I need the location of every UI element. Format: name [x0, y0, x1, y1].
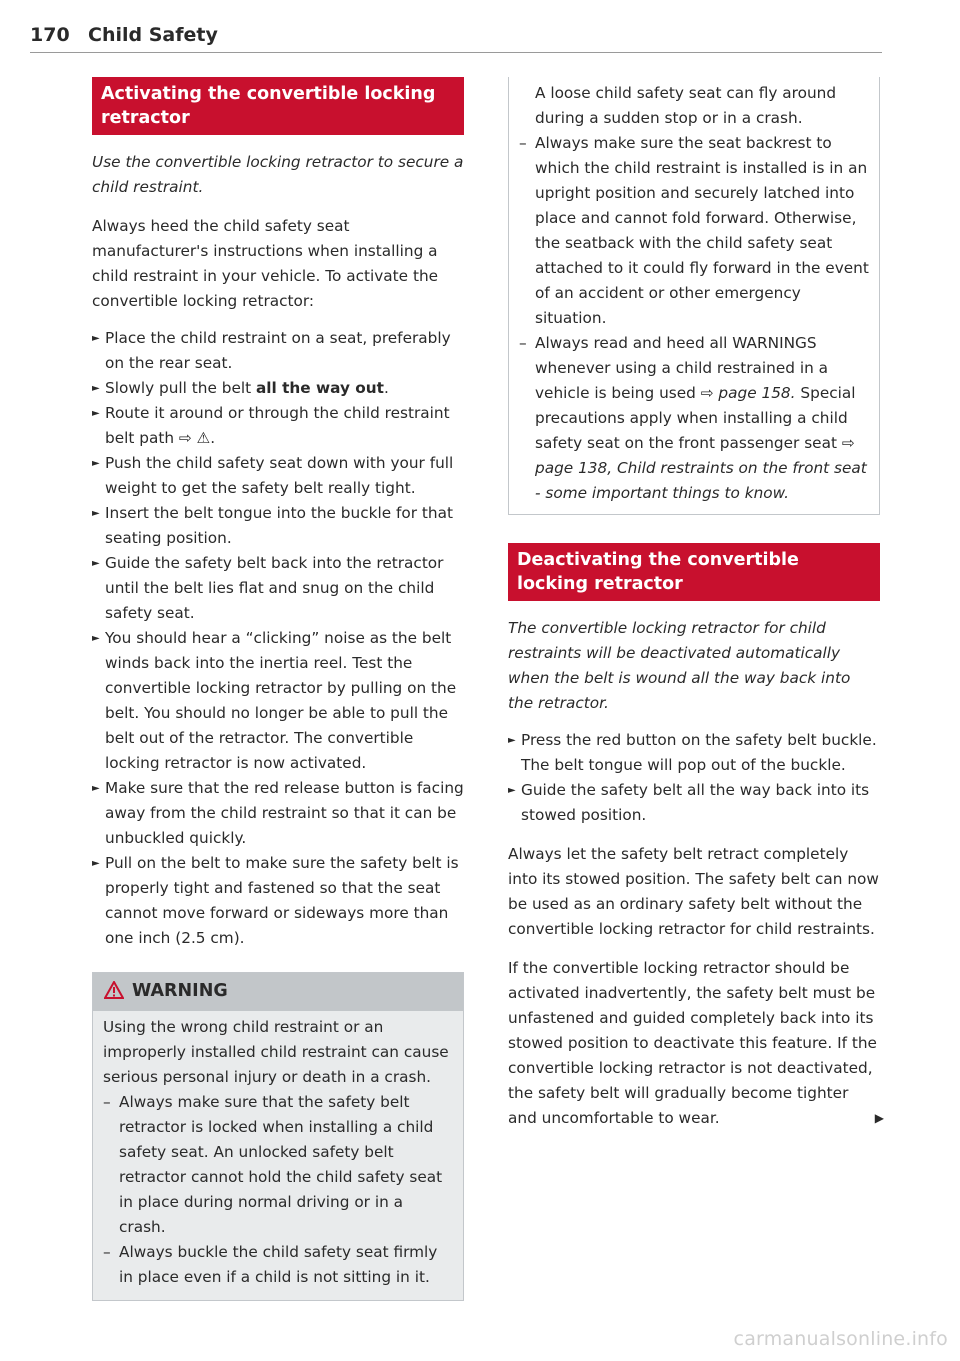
- list-item: ► You should hear a “clicking” noise as the belt winds back into the inertia reel. Test the convertible locking retractor by pulling on the belt. You should no longer be able to pull the belt out of the retractor. The convertible locking retractor is now activated.: [92, 626, 464, 776]
- list-item: ► Guide the safety belt back into the retractor until the belt lies flat and snug on the child safety seat.: [92, 551, 464, 626]
- bullet-arrow-icon: ►: [92, 383, 100, 394]
- warning-header: [93, 973, 463, 1011]
- left-column: [92, 77, 464, 1301]
- list-item: – Always buckle the child safety seat firmly in place even if a child is not sitting in it.: [103, 1243, 438, 1286]
- list-item: – Always make sure that the safety belt retractor is locked when installing a child safety seat. An unlocked safety belt retractor cannot hold the child safety seat in place during normal driving or in a crash.: [103, 1093, 443, 1236]
- section-heading-activating: Activating the convertible locking retractor: [92, 77, 464, 135]
- right-column: [508, 77, 884, 1131]
- watermark: carmanualsonline.info: [733, 1328, 948, 1350]
- bullet-arrow-icon: ►: [508, 785, 516, 796]
- section-heading-deactivating: Deactivating the convertible locking retractor: [508, 543, 880, 601]
- warning-continuation-box: [508, 77, 880, 515]
- section-intro: Use the convertible locking retractor to secure a child restraint.: [92, 153, 464, 196]
- retract-paragraph: Always let the safety belt retract completely into its stowed position. The safety belt can now be used as an ordinary safety belt without the convertible locking retractor for child restraints.: [508, 845, 879, 938]
- list-item: ► Insert the belt tongue into the buckle for that seating position.: [92, 501, 464, 551]
- warning-body: [93, 1011, 463, 1300]
- list-item: – Always make sure the seat backrest to which the child restraint is installed is in an upright position and securely latched into place and cannot fold forward. Otherwise, the seatback with the child safety seat attached to it could fly forward in the event of an accident or other emergency situation.: [519, 134, 869, 327]
- bullet-arrow-icon: ►: [92, 458, 100, 469]
- list-item: ► Slowly pull the belt all the way out.: [92, 376, 464, 401]
- warning-continuation-list: [519, 131, 869, 506]
- chapter-title: Child Safety: [88, 24, 218, 46]
- list-item: ► Pull on the belt to make sure the safety belt is properly tight and fastened so that the seat cannot move forward or sideways more than one inch (2.5 cm).: [92, 851, 464, 951]
- activation-steps: [92, 326, 464, 951]
- continue-arrow-icon: ▶: [874, 1111, 884, 1125]
- bullet-arrow-icon: ►: [508, 735, 516, 746]
- bullet-arrow-icon: ►: [92, 783, 100, 794]
- bullet-arrow-icon: ►: [92, 408, 100, 419]
- warning-title: WARNING: [132, 981, 228, 1001]
- list-item: ► Route it around or through the child restraint belt path ⇨ ⚠.: [92, 401, 464, 451]
- bullet-arrow-icon: ►: [92, 333, 100, 344]
- bullet-arrow-icon: ►: [92, 508, 100, 519]
- inadvertent-paragraph: If the convertible locking retractor should be activated inadvertently, the safety belt must be unfastened and guided completely back into its stowed position to deactivate this feature. If the convertible locking retractor is not deactivated, the safety belt will gradually become tighter and uncomfortable to wear. ▶: [508, 956, 880, 1131]
- warning-text: Using the wrong child restraint or an improperly installed child restraint can cause serious personal injury or death in a crash.: [103, 1018, 449, 1086]
- list-item: ► Press the red button on the safety belt buckle. The belt tongue will pop out of the buckle.: [508, 728, 880, 778]
- warning-continuation-text: A loose child safety seat can fly around during a sudden stop or in a crash.: [535, 84, 837, 127]
- page-header: [30, 22, 882, 53]
- bullet-arrow-icon: ►: [92, 558, 100, 569]
- section-intro: The convertible locking retractor for child restraints will be deactivated automatically when the belt is wound all the way back into the retractor.: [508, 619, 851, 712]
- list-item: ► Place the child restraint on a seat, preferably on the rear seat.: [92, 326, 464, 376]
- warning-box: [92, 972, 464, 1301]
- page-reference-link[interactable]: ⇨ page 138, Child restraints on the front seat - some important things to know.: [535, 434, 867, 502]
- deactivation-steps: [508, 728, 880, 828]
- page-reference-link[interactable]: ⇨ page 158.: [700, 384, 796, 402]
- list-item: ► Push the child safety seat down with your full weight to get the safety belt really tight.: [92, 451, 464, 501]
- warning-triangle-icon: [104, 981, 124, 1004]
- instructions-paragraph: Always heed the child safety seat manufacturer's instructions when installing a child restraint in your vehicle. To activate the convertible locking retractor:: [92, 217, 439, 310]
- list-item: ► Guide the safety belt all the way back into its stowed position.: [508, 778, 880, 828]
- bullet-arrow-icon: ►: [92, 858, 100, 869]
- bullet-arrow-icon: ►: [92, 633, 100, 644]
- list-item: ► Make sure that the red release button is facing away from the child restraint so that it can be unbuckled quickly.: [92, 776, 464, 851]
- warning-list: [103, 1090, 453, 1290]
- page-number: 170: [30, 24, 70, 46]
- list-item: – Always read and heed all WARNINGS whenever using a child restrained in a vehicle is being used ⇨ page 158. Special precautions apply when installing a child safety seat on the front passenger seat ⇨ page 138, Child restraints on the front seat - some important things to know.: [519, 334, 867, 502]
